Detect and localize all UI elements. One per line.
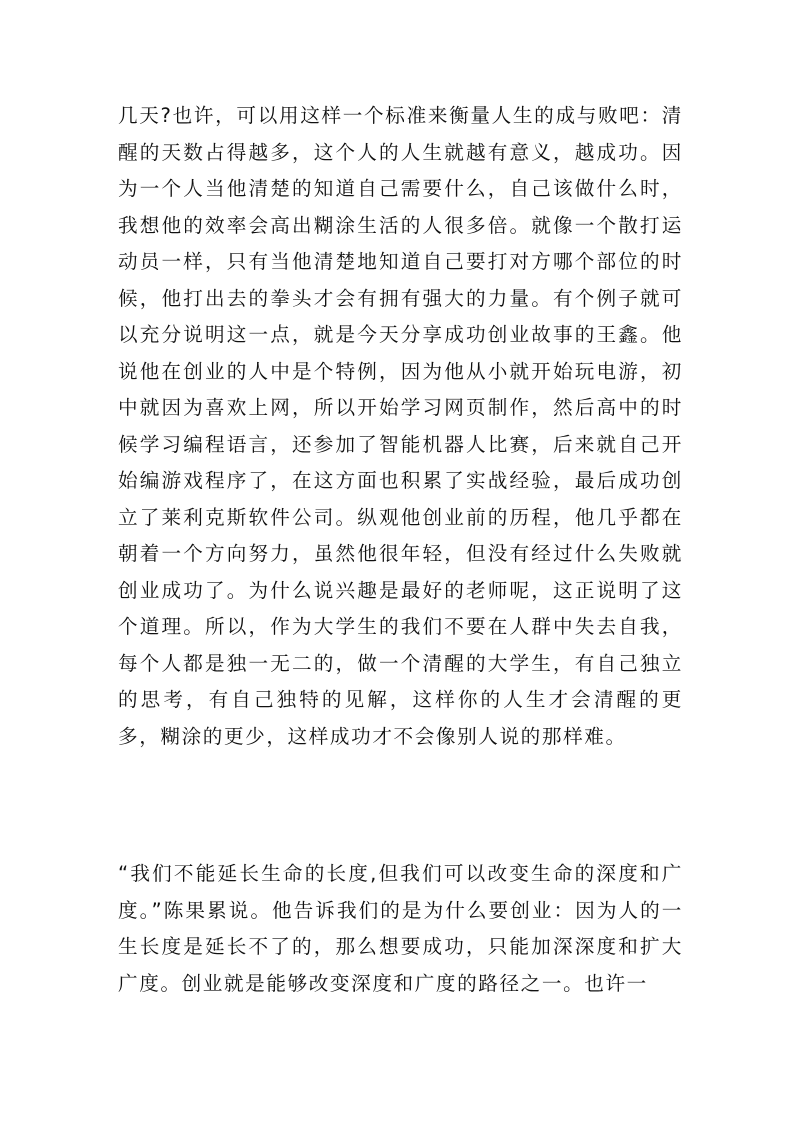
body-paragraph: “我们不能延长生命的长度,但我们可以改变生命的深度和广度。”陈果累说。他告诉我们的是为什么要创业：因为人的一生长度是延长不了的，那么想要成功，只能加深深度和扩大广度。创业就是能够改变深度和广度的路径之一。也许一 [118, 862, 683, 995]
body-paragraph: 几天?也许，可以用这样一个标准来衡量人生的成与败吧：清醒的天数占得越多，这个人的人生就越有意义，越成功。因为一个人当他清楚的知道自己需要什么，自己该做什么时，我想他的效率会高出糊涂生活的人很多倍。就像一个散打运动员一样，只有当他清楚地知道自己要打对方哪个部位的时候，他打出去的拳头才会有拥有强大的力量。有个例子就可以充分说明这一点，就是今天分享成功创业故事的王鑫。他说他在创业的人中是个特例，因为他从小就开始玩电游，初中就因为喜欢上网，所以开始学习网页制作，然后高中的时候学习编程语言，还参加了智能机器人比赛，后来就自己开始编游戏程序了，在这方面也积累了实战经验，最后成功创立了莱利克斯软件公司。纵观他创业前的历程，他几乎都在朝着一个方向努力，虽然他很年轻，但没有经过什么失败就创业成功了。为什么说兴趣是最好的老师呢，这正说明了这个道理。所以，作为大学生的我们不要在人群中失去自我，每个人都是独一无二的，做一个清醒的大学生，有自己独立的思考，有自己独特的见解，这样你的人生才会清醒的更多，糊涂的更少，这样成功才不会像别人说的那样难。 [118, 104, 683, 748]
